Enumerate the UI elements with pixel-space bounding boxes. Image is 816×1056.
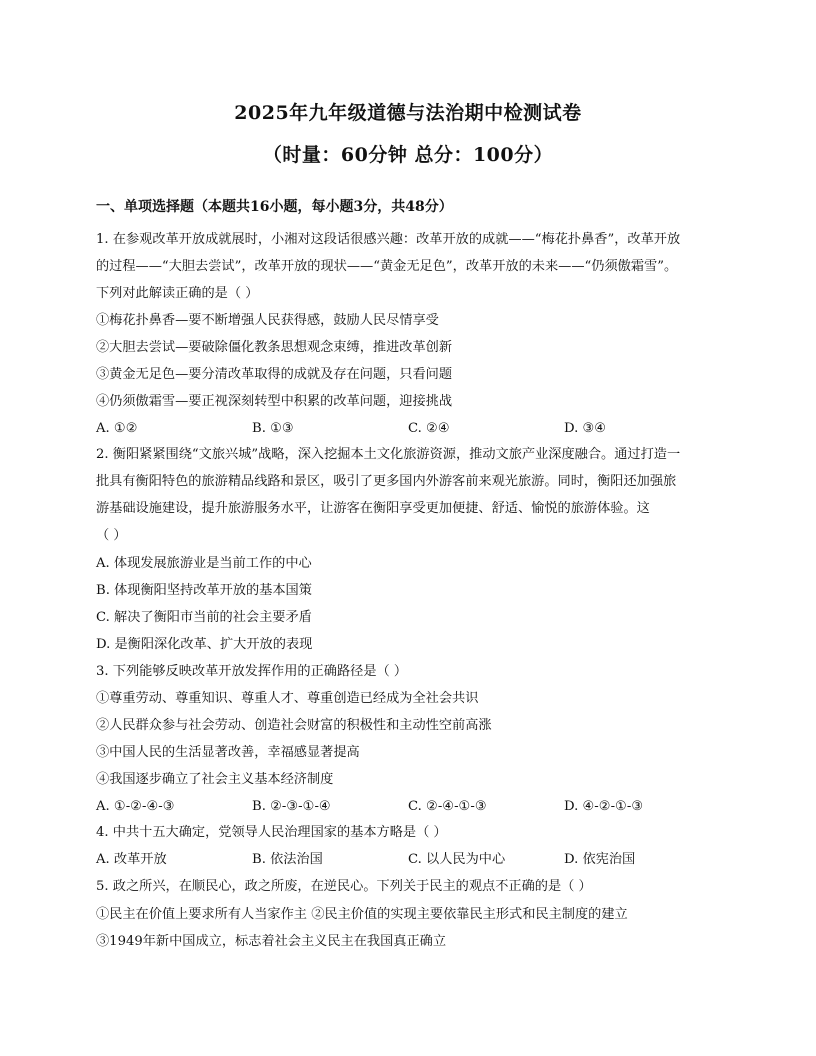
q2-option-d[interactable]: D. 是衡阳深化改革、扩大开放的表现	[96, 637, 313, 652]
q2-stem-line: 批具有衡阳特色的旅游精品线路和景区，吸引了更多国内外游客前来观光旅游。同时，衡阳还加强旅	[96, 474, 677, 489]
q1-stem-line: 的过程——“大胆去尝试”，改革开放的现状——“黄金无足色”，改革开放的未来——“仍须傲霜雪”。	[96, 259, 678, 274]
q1-option-b[interactable]: B. ①③	[252, 421, 294, 436]
q1-item: ①梅花扑鼻香—要不断增强人民获得感，鼓励人民尽情享受	[96, 313, 439, 328]
q3-item: ②人民群众参与社会劳动、创造社会财富的积极性和主动性空前高涨	[96, 718, 492, 733]
q1-option-d[interactable]: D. ③④	[564, 421, 607, 436]
q1-item: ④仍须傲霜雪—要正视深刻转型中积累的改革问题，迎接挑战	[96, 394, 453, 409]
q3-option-a[interactable]: A. ①-②-④-③	[96, 799, 175, 814]
q3-option-b[interactable]: B. ②-③-①-④	[252, 799, 331, 814]
q2-stem-line: （ ）	[96, 528, 127, 543]
q4-option-d[interactable]: D. 依宪治国	[564, 852, 636, 867]
q3-item: ④我国逐步确立了社会主义基本经济制度	[96, 772, 334, 787]
q4-option-b[interactable]: B. 依法治国	[252, 852, 323, 867]
q1-option-a[interactable]: A. ①②	[96, 421, 138, 436]
q2-stem-line: 2. 衡阳紧紧围绕“文旅兴城”战略，深入挖掘本土文化旅游资源，推动文旅产业深度融合。通过打造一	[96, 447, 681, 462]
q4-option-c[interactable]: C. 以人民为中心	[408, 852, 506, 867]
q1-item: ②大胆去尝试—要破除僵化教条思想观念束缚，推进改革创新	[96, 340, 453, 355]
q2-option-a[interactable]: A. 体现发展旅游业是当前工作的中心	[96, 556, 312, 571]
q3-item: ①尊重劳动、尊重知识、尊重人才、尊重创造已经成为全社会共识	[96, 691, 479, 706]
q1-item: ③黄金无足色—要分清改革取得的成就及存在问题，只看问题	[96, 367, 453, 382]
q2-stem-line: 游基础设施建设，提升旅游服务水平，让游客在衡阳享受更加便捷、舒适、愉悦的旅游体验。这	[96, 501, 650, 516]
q5-item: ③1949年新中国成立，标志着社会主义民主在我国真正确立	[96, 934, 447, 949]
q3-option-c[interactable]: C. ②-④-①-③	[408, 799, 487, 814]
q3-option-d[interactable]: D. ④-②-①-③	[564, 799, 644, 814]
q2-option-c[interactable]: C. 解决了衡阳市当前的社会主要矛盾	[96, 610, 312, 625]
q4-option-a[interactable]: A. 改革开放	[96, 852, 167, 867]
q5-item: ①民主在价值上要求所有人当家作主 ②民主价值的实现主要依靠民主形式和民主制度的建立	[96, 907, 628, 922]
q2-option-b[interactable]: B. 体现衡阳坚持改革开放的基本国策	[96, 583, 312, 598]
q1-option-c[interactable]: C. ②④	[408, 421, 450, 436]
q3-item: ③中国人民的生活显著改善，幸福感显著提高	[96, 745, 360, 760]
exam-title: 2025年九年级道德与法治期中检测试卷	[234, 102, 582, 124]
exam-subtitle: （时量：60分钟 总分：100分）	[262, 144, 554, 166]
q1-stem-line: 1. 在参观改革开放成就展时，小湘对这段话很感兴趣：改革开放的成就——“梅花扑鼻香”，改革开放	[96, 232, 681, 247]
q3-stem: 3. 下列能够反映改革开放发挥作用的正确路径是（ ）	[96, 664, 408, 679]
section-heading: 一、单项选择题（本题共16小题，每小题3分，共48分）	[96, 199, 453, 215]
q1-stem-line: 下列对此解读正确的是（ ）	[96, 286, 259, 301]
q4-stem: 4. 中共十五大确定，党领导人民治理国家的基本方略是（ ）	[96, 825, 447, 840]
q5-stem: 5. 政之所兴，在顺民心，政之所废，在逆民心。下列关于民主的观点不正确的是（ ）	[96, 879, 592, 894]
